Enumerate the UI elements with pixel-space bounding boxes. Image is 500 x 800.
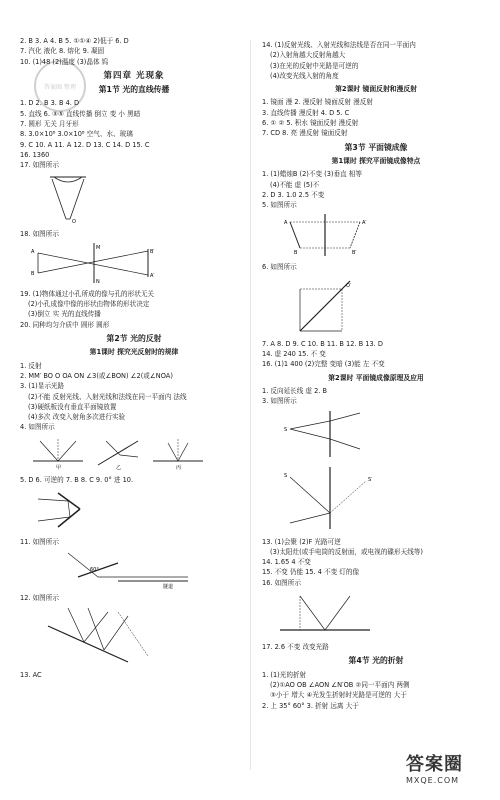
answer-line: (3)倒立 实 光的直线传播 [28, 310, 101, 319]
answer-line: 7. CD 8. 亮 漫反射 镜面反射 [262, 129, 348, 138]
answer-line: 14. 1.65 4 不变 [262, 558, 311, 567]
answer-line: 16. 如图所示 [262, 578, 301, 587]
answer-line: 20. 同种均匀介质中 圆形 圆形 [20, 320, 110, 329]
fig-label-bing: 丙 [176, 464, 182, 471]
answer-line: (3)硬纸板没有垂直平面镜放置 [28, 402, 117, 411]
answer-line: 6. 如图所示 [262, 263, 297, 272]
answer-line: (2)入射角越大反射角越大 [270, 51, 346, 60]
svg-text:M: M [96, 244, 101, 251]
answer-line: 1. (1)光的折射 [262, 670, 307, 679]
svg-text:B: B [31, 270, 35, 277]
answer-line: (2)①AO OB ∠AON ∠N′OB ②同一平面内 两侧 [270, 680, 410, 689]
answer-line: 8. 3.0×10⁸ 3.0×10⁸ 空气、水、玻璃 [20, 130, 133, 139]
answer-line: 10. (1)48 (2)温度 (3)晶体 钨 [20, 57, 109, 66]
answer-line: 14. 虚 240 15. 不 变 [262, 350, 326, 359]
fig5-label-b: B [294, 250, 298, 257]
answer-line: 13. (1)会聚 (2)F 光路可逆 [262, 537, 341, 546]
answer-line: 2. MM′ BO O OA ON ∠3(或∠BON) ∠2(或∠NOA) [20, 371, 173, 380]
left-column [20, 36, 248, 680]
answer-line: 6. ① ② 5. 积水 镜面反射 漫反射 [262, 119, 359, 128]
svg-text:O′: O′ [346, 282, 352, 289]
figure-18-diagram [28, 241, 158, 285]
answer-line: 15. 不变 仍能 15. 4 不变 灯的像 [262, 568, 360, 577]
column-divider [250, 40, 251, 770]
svg-text:S: S [284, 472, 288, 479]
answer-line: 4. 如图所示 [20, 423, 55, 432]
answer-line: 19. (1)物体通过小孔所成的像与孔的形状无关 [20, 289, 155, 298]
answer-line: 2. B 3. A 4. B 5. ①①④ 2)低于 6. D [20, 37, 129, 45]
answer-line: 16. 1360 [20, 150, 50, 159]
svg-text:S′: S′ [368, 476, 373, 483]
figure-11-diagram [28, 549, 198, 589]
answer-line: 5. D 6. 可逆的 7. B 8. C 9. 0° 进 10. [20, 475, 134, 484]
svg-text:A′: A′ [150, 272, 155, 279]
answer-line: 1. 镜面 漫 2. 漫反射 镜面反射 漫反射 [262, 98, 373, 107]
answer-line: 3. (1)显示光路 [20, 382, 65, 391]
svg-text:S: S [284, 426, 288, 433]
fig5-label-a: A [284, 220, 288, 227]
lesson-title: 第2课时 平面镜成像原理及应用 [328, 373, 424, 382]
answer-line: (4)不能 虚 (5)不 [270, 180, 320, 189]
answer-line: 3. 如图所示 [262, 397, 297, 406]
answer-line: (4)多次 改变入射角多次进行实验 [28, 413, 126, 422]
svg-text:A: A [31, 248, 35, 255]
fig5-label-a-prime: A′ [362, 220, 367, 227]
answer-line: 1. (1)蜡烛B (2)不变 (3)垂直 相等 [262, 170, 362, 179]
section-title: 第4节 光的折射 [348, 656, 404, 666]
answer-line: 11. 如图所示 [20, 538, 59, 547]
page-stamp: 答案圈 整理 [34, 60, 86, 112]
right-column [262, 40, 490, 711]
svg-text:O: O [72, 218, 76, 225]
answer-line: 2. D 3. 1.0 2.5 不变 [262, 190, 325, 199]
figure-10-diagram [28, 487, 108, 533]
figure-17-diagram [28, 173, 108, 225]
answer-line: (3)太阳灶(或手电筒的反射面，或电视的碟形天线等) [270, 547, 423, 556]
logo-domain: MXQE.COM [406, 776, 460, 785]
answer-line: 1. 反射 [20, 361, 42, 370]
chapter-title: 第四章 光现象 [103, 70, 165, 81]
answer-line: 12. 如图所示 [20, 594, 59, 603]
figure-6-diagram [270, 275, 380, 335]
answer-line: 1. D 2. B 3. B 4. D [20, 99, 80, 108]
svg-text:N: N [96, 278, 100, 285]
lesson-title: 第1课时 探究光反射时的规律 [89, 348, 179, 357]
figure-4-diagrams [28, 435, 208, 471]
answer-line: 17. 如图所示 [20, 161, 59, 170]
section-title: 第2节 光的反射 [106, 334, 162, 344]
figure-16-diagram [270, 590, 380, 638]
answer-line: 7. A 8. D 9. C 10. B 11. B 12. B 13. D [262, 339, 383, 348]
answer-line: 7. 汽化 液化 8. 熔化 9. 凝固 [20, 47, 105, 56]
answer-line: 13. AC [20, 670, 42, 679]
answer-line: 3. 直线传播 漫反射 4. D 5. C [262, 108, 350, 117]
answer-line: 5. 如图所示 [262, 201, 297, 210]
answer-line: 1. 反向延长线 虚 2. B [262, 386, 328, 395]
answer-line: (2)不能 反射光线、入射光线和法线在同一平面内 法线 [28, 392, 187, 401]
answer-line: 16. (1)1 400 (2)完整 变暗 (3)能 左 不变 [262, 360, 385, 369]
answer-line: 9. C 10. A 11. A 12. D 13. C 14. D 15. C [20, 140, 150, 149]
fig5-label-b-prime: B′ [352, 250, 357, 257]
answer-line: 18. 如图所示 [20, 229, 59, 238]
svg-text:B′: B′ [150, 248, 155, 255]
site-logo [406, 754, 492, 794]
answer-line: 5. 直线 6. ③⑤ 直线传播 倒立 变 小 黑暗 [20, 109, 141, 118]
answer-line: (4)改变光线入射的角度 [270, 71, 339, 80]
figure-5-diagram [270, 212, 380, 258]
fig-label-jia: 甲 [56, 464, 62, 471]
svg-text:60°: 60° [90, 567, 99, 574]
answer-line: 7. 圆形 无关 月牙形 [20, 120, 79, 129]
figure-3-diagram [270, 409, 380, 459]
figure-4-reflection-diagram [270, 463, 380, 533]
figure-12-diagram [28, 606, 168, 666]
lesson-title: 第1课时 探究平面镜成像特点 [331, 156, 421, 165]
answer-line: (2)小孔成像中像的形状由物体的形状决定 [28, 300, 150, 309]
answer-line: 14. (1)反射光线、入射光线和法线是否在同一平面内 [262, 41, 416, 49]
answer-line: 17. 2.6 不变 改变光路 [262, 643, 329, 652]
logo-text: 答案圈 [406, 754, 463, 775]
answer-line: (3)在光的反射中光路是可逆的 [270, 61, 359, 70]
answer-line: ③小于 增大 ④光发生折射时光路是可逆的 大于 [270, 691, 407, 700]
answer-line: 2. 上 35° 60° 3. 折射 远离 大于 [262, 701, 359, 710]
fig-label-yi: 乙 [116, 464, 122, 471]
lesson-title: 第2课时 镜面反射和漫反射 [335, 85, 417, 94]
section-title: 第3节 平面镜成像 [344, 142, 408, 152]
tunnel-label: 隧道 [163, 584, 174, 590]
section-title: 第1节 光的直线传播 [98, 85, 170, 95]
